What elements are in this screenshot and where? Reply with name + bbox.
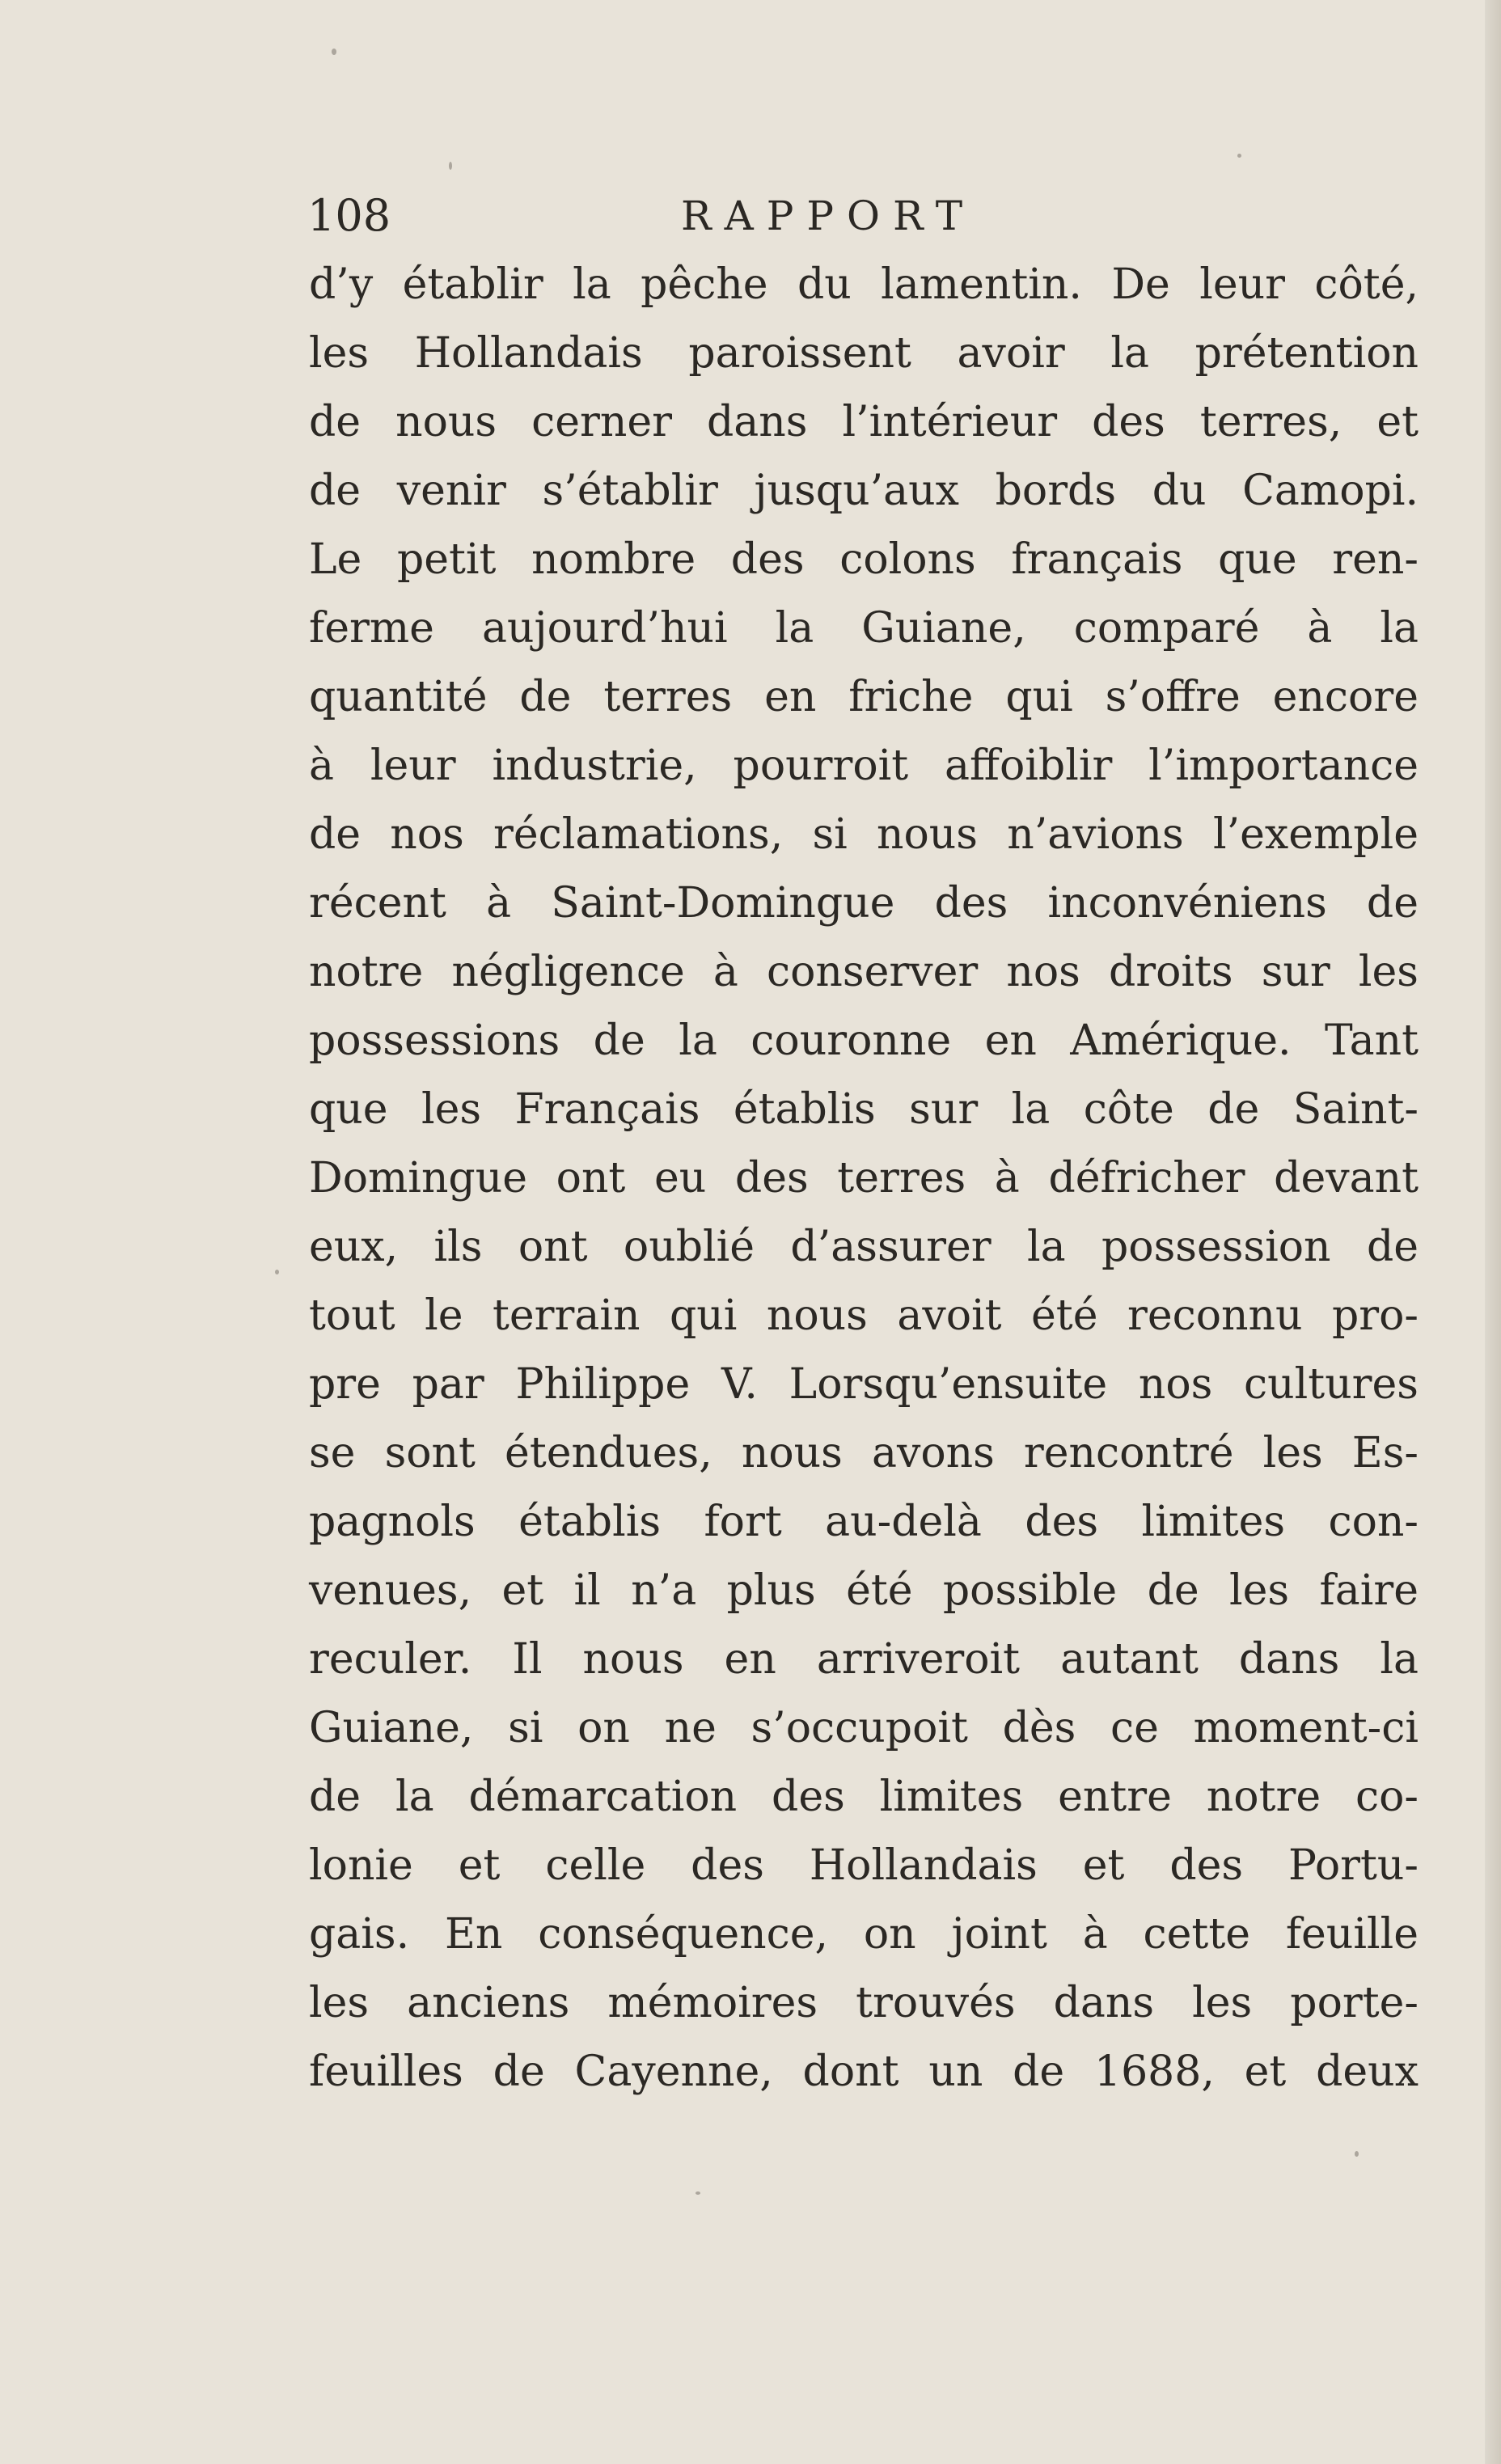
- text-line: feuilles de Cayenne, dont un de 1688, et deux: [309, 2048, 1419, 2096]
- text-line: les anciens mémoires trouvés dans les porte-: [309, 1979, 1419, 2027]
- text-line: les Hollandais paroissent avoir la prétention: [309, 329, 1419, 378]
- page-number: 108: [307, 190, 391, 241]
- text-line: lonie et celle des Hollandais et des Portu-: [309, 1841, 1419, 1890]
- text-line: ferme aujourd’hui la Guiane, comparé à la: [309, 604, 1419, 653]
- text-line: quantité de terres en friche qui s’offre encore: [309, 673, 1419, 721]
- paper-speck: [275, 1270, 279, 1274]
- paper-speck: [332, 49, 336, 55]
- text-line: de nous cerner dans l’intérieur des terres, et: [309, 398, 1419, 446]
- text-line: Le petit nombre des colons français que ren-: [309, 535, 1419, 584]
- paper-speck: [1237, 154, 1241, 158]
- text-line: notre négligence à conserver nos droits sur les: [309, 948, 1419, 996]
- text-line: gais. En conséquence, on joint à cette feuille: [309, 1910, 1419, 1959]
- text-line: à leur industrie, pourroit affoiblir l’importance: [309, 742, 1419, 790]
- text-line: que les Français établis sur la côte de Saint-: [309, 1085, 1419, 1134]
- text-line: Domingue ont eu des terres à défricher devant: [309, 1154, 1419, 1202]
- running-title: RAPPORT: [681, 192, 976, 239]
- text-line: venues, et il n’a plus été possible de les faire: [309, 1566, 1419, 1615]
- text-line: d’y établir la pêche du lamentin. De leur côté,: [309, 260, 1419, 309]
- text-line: de nos réclamations, si nous n’avions l’exemple: [309, 810, 1419, 859]
- text-line: eux, ils ont oublié d’assurer la possession de: [309, 1223, 1419, 1271]
- text-line: récent à Saint-Domingue des inconvéniens de: [309, 879, 1419, 928]
- paper-speck: [696, 2191, 700, 2195]
- body-text: [309, 251, 1419, 2107]
- text-line: pagnols établis fort au-delà des limites con-: [309, 1498, 1419, 1546]
- text-line: possessions de la couronne en Amérique. Tant: [309, 1016, 1419, 1065]
- paper-speck: [1355, 2151, 1359, 2157]
- text-line: tout le terrain qui nous avoit été reconnu pro-: [309, 1291, 1419, 1340]
- text-line: Guiane, si on ne s’occupoit dès ce moment-ci: [309, 1704, 1419, 1752]
- text-line: de venir s’établir jusqu’aux bords du Camopi.: [309, 467, 1419, 515]
- text-line: reculer. Il nous en arriveroit autant dans la: [309, 1635, 1419, 1684]
- running-head: [307, 188, 1440, 244]
- text-line: se sont étendues, nous avons rencontré les Es-: [309, 1429, 1419, 1477]
- page-fore-edge: [1485, 0, 1501, 2464]
- paper-speck: [449, 162, 452, 170]
- text-line: de la démarcation des limites entre notre co-: [309, 1773, 1419, 1821]
- text-line: pre par Philippe V. Lorsqu’ensuite nos cultures: [309, 1360, 1419, 1409]
